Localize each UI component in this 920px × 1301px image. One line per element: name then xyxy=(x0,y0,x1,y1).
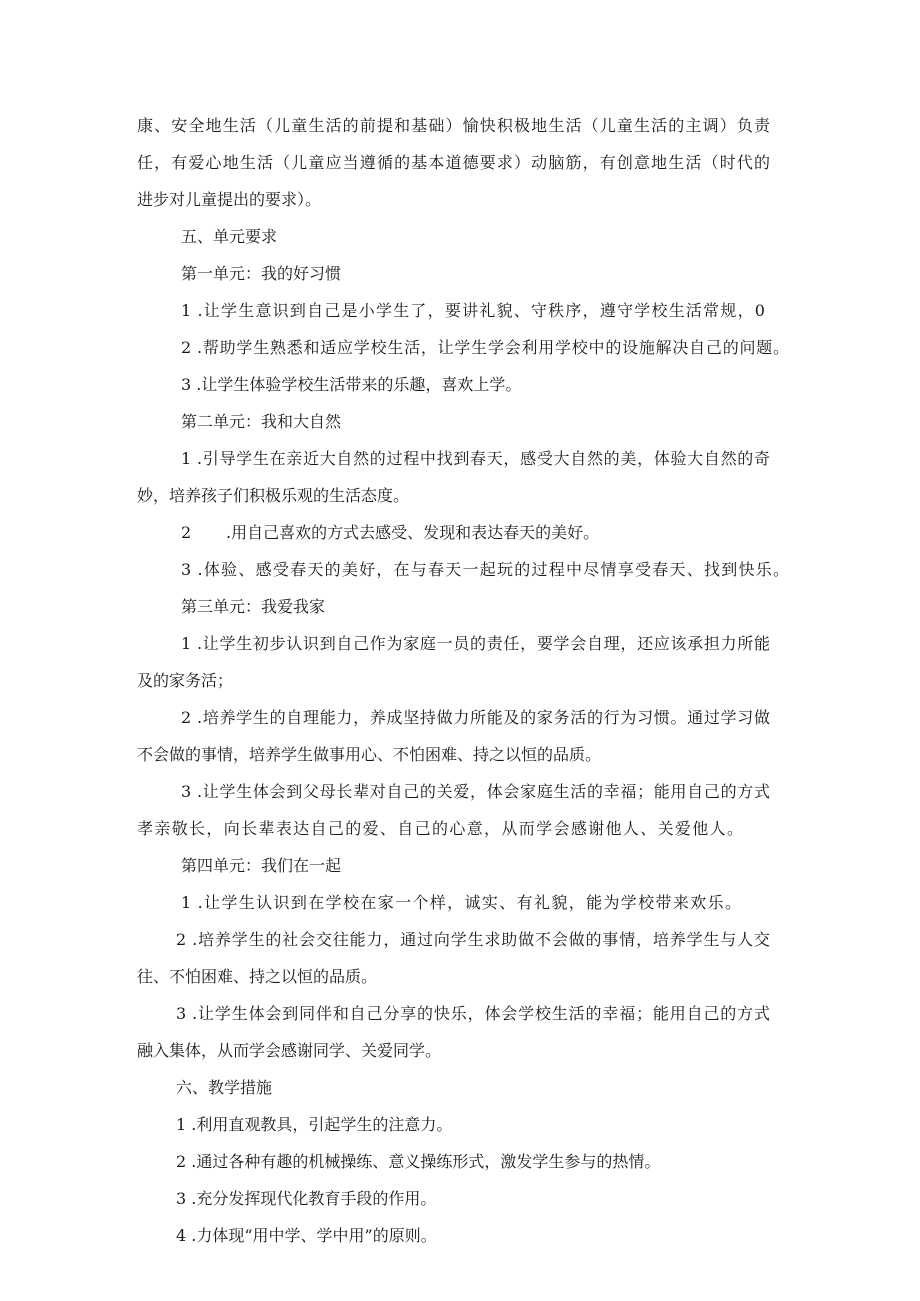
unit2-item-3: 3 .体验、感受春天的美好，在与春天一起玩的过程中尽情享受春天、找到快乐。 xyxy=(181,560,789,579)
unit3-item-3-line-1: 3 .让学生体会到父母长辈对自己的关爱，体会家庭生活的幸福；能用自己的方式 xyxy=(181,782,770,801)
unit2-title: 第二单元：我和大自然 xyxy=(181,412,342,431)
unit1-item-1: 1 .让学生意识到自己是小学生了，要讲礼貌、守秩序，遵守学校生活常规，0 xyxy=(181,301,765,320)
unit4-item-3-line-1: 3 .让学生体会到同伴和自己分享的快乐，体会学校生活的幸福；能用自己的方式 xyxy=(176,1004,770,1023)
intro-line-2: 任，有爱心地生活（儿童应当遵循的基本道德要求）动脑筋，有创意地生活（时代的 xyxy=(137,153,770,172)
unit4-item-2-line-2: 往、不怕困难、持之以恒的品质。 xyxy=(137,967,378,986)
intro-line-1: 康、安全地生活（儿童生活的前提和基础）愉快积极地生活（儿童生活的主调）负责 xyxy=(137,116,770,135)
unit3-item-3-line-2: 孝亲敬长，向长辈表达自己的爱、自己的心意，从而学会感谢他人、关爱他人。 xyxy=(137,819,743,838)
unit3-item-1-line-2: 及的家务活； xyxy=(137,671,234,690)
unit1-item-3: 3 .让学生体验学校生活带来的乐趣，喜欢上学。 xyxy=(181,375,522,394)
unit2-item-2-text: .用自己喜欢的方式去感受、发现和表达春天的美好。 xyxy=(226,523,600,542)
unit2-item-2-number: 2 xyxy=(181,523,192,542)
unit3-item-2-line-2: 不会做的事情，培养学生做事用心、不怕困难、持之以恒的品质。 xyxy=(137,745,602,764)
unit4-item-1: 1 .让学生认识到在学校在家一个样，诚实、有礼貌，能为学校带来欢乐。 xyxy=(181,893,741,912)
measure-item-1: 1 .利用直观教具，引起学生的注意力。 xyxy=(176,1115,453,1134)
unit4-item-2-line-1: 2 .培养学生的社会交往能力，通过向学生求助做不会做的事情，培养学生与人交 xyxy=(176,930,770,949)
unit4-title: 第四单元：我们在一起 xyxy=(181,856,342,875)
intro-line-3: 进步对儿童提出的要求）。 xyxy=(137,190,322,209)
unit1-item-2: 2 .帮助学生熟悉和适应学校生活，让学生学会利用学校中的设施解决自己的问题。 xyxy=(181,338,789,357)
measure-item-3: 3 .充分发挥现代化教育手段的作用。 xyxy=(176,1189,437,1208)
unit2-item-1-line-1: 1 .引导学生在亲近大自然的过程中找到春天，感受大自然的美，体验大自然的奇 xyxy=(181,449,770,468)
unit1-title: 第一单元：我的好习惯 xyxy=(181,264,342,283)
section-heading-5: 五、单元要求 xyxy=(181,227,278,246)
unit4-item-3-line-2: 融入集体，从而学会感谢同学、关爱同学。 xyxy=(137,1041,442,1060)
measure-item-4: 4 .力体现“用中学、学中用”的原则。 xyxy=(176,1226,437,1245)
unit3-item-1-line-1: 1 .让学生初步认识到自己作为家庭一员的责任，要学会自理，还应该承担力所能 xyxy=(181,634,770,653)
unit3-item-2-line-1: 2 .培养学生的自理能力，养成坚持做力所能及的家务活的行为习惯。通过学习做 xyxy=(181,708,770,727)
unit2-item-1-line-2: 妙，培养孩子们积极乐观的生活态度。 xyxy=(137,486,410,505)
unit3-title: 第三单元：我爱我家 xyxy=(181,597,326,616)
section-heading-6: 六、教学措施 xyxy=(176,1078,273,1097)
measure-item-2: 2 .通过各种有趣的机械操练、意义操练形式，激发学生参与的热情。 xyxy=(176,1152,661,1171)
